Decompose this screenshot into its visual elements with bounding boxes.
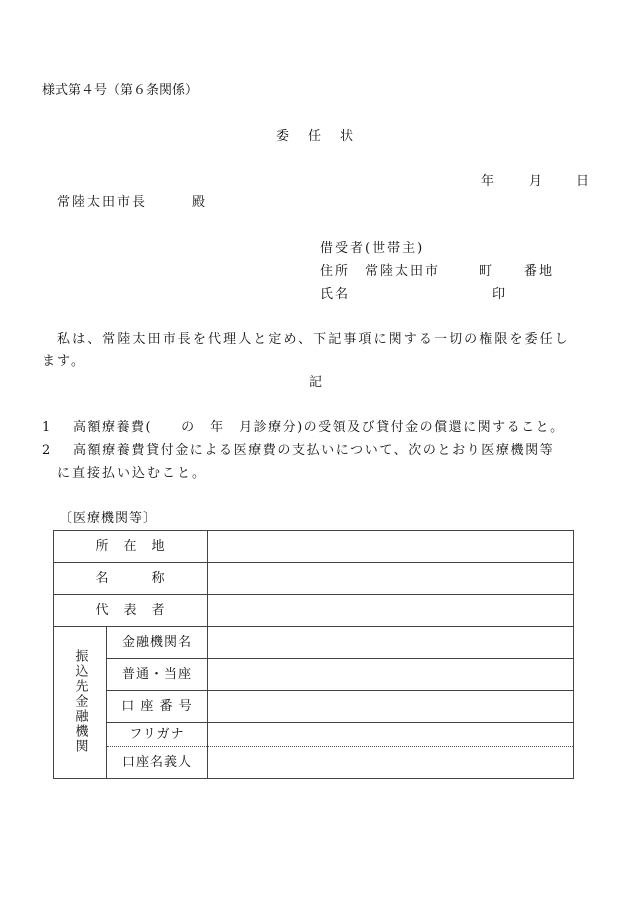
item-1-number: 1 bbox=[42, 420, 51, 435]
item-1-text: 高額療養費( の 年 月診療分)の受領及び貸付金の償還に関すること。 bbox=[73, 420, 565, 435]
bank-group-label: 振込先金融機関 bbox=[72, 648, 88, 754]
table-row bbox=[54, 563, 574, 595]
form-number: 様式第４号（第６条関係） bbox=[42, 83, 199, 98]
borrower-banchi: 番地 bbox=[524, 264, 555, 279]
item-2-continuation: に直接払い込むこと。 bbox=[57, 466, 208, 481]
document-title: 委 任 状 bbox=[276, 129, 357, 144]
table-row bbox=[54, 595, 574, 627]
bank-group-label-cell bbox=[54, 627, 107, 779]
date-day: 日 bbox=[576, 174, 590, 189]
table-row bbox=[54, 659, 574, 691]
borrower-name-label: 氏名 bbox=[320, 287, 351, 302]
account-type-label: 普通・当座 bbox=[107, 659, 208, 691]
table-row bbox=[54, 723, 574, 747]
ki-heading: 記 bbox=[309, 375, 323, 390]
account-type-value-cell[interactable] bbox=[208, 659, 574, 691]
table-row bbox=[54, 531, 574, 563]
furigana-label: フリガナ bbox=[107, 723, 208, 747]
representative-value-cell[interactable] bbox=[208, 595, 574, 627]
table-title: 〔医療機関等〕 bbox=[59, 511, 158, 526]
name-label: 名 称 bbox=[54, 563, 208, 595]
address-label: 所 在 地 bbox=[54, 531, 208, 563]
borrower-town: 町 bbox=[479, 264, 493, 279]
representative-label: 代 表 者 bbox=[54, 595, 208, 627]
account-holder-value-cell[interactable] bbox=[208, 747, 574, 779]
address-value-cell[interactable] bbox=[208, 531, 574, 563]
body-line-2: ます。 bbox=[42, 354, 86, 369]
account-number-label: 口 座 番 号 bbox=[107, 691, 208, 723]
date-month: 月 bbox=[529, 174, 543, 189]
item-2-number: 2 bbox=[42, 443, 51, 458]
addressee: 常陸太田市長 殿 bbox=[57, 195, 208, 210]
furigana-value-cell[interactable] bbox=[208, 723, 574, 747]
table-row bbox=[54, 627, 574, 659]
item-2-text: 高額療養費貸付金による医療費の支払いについて、次のとおり医療機関等 bbox=[73, 443, 555, 458]
medical-institution-table bbox=[53, 530, 574, 779]
borrower-seal: 印 bbox=[492, 287, 506, 302]
name-value-cell[interactable] bbox=[208, 563, 574, 595]
bank-name-value-cell[interactable] bbox=[208, 627, 574, 659]
borrower-heading: 借受者(世帯主) bbox=[320, 241, 425, 256]
account-number-value-cell[interactable] bbox=[208, 691, 574, 723]
date-year: 年 bbox=[481, 174, 495, 189]
table-row bbox=[54, 747, 574, 779]
account-holder-label: 口座名義人 bbox=[107, 747, 208, 779]
borrower-address-label: 住所 常陸太田市 bbox=[320, 264, 441, 279]
table-row bbox=[54, 691, 574, 723]
bank-name-label: 金融機関名 bbox=[107, 627, 208, 659]
body-line-1: 私は、常陸太田市長を代理人と定め、下記事項に関する一切の権限を委任し bbox=[57, 332, 570, 347]
